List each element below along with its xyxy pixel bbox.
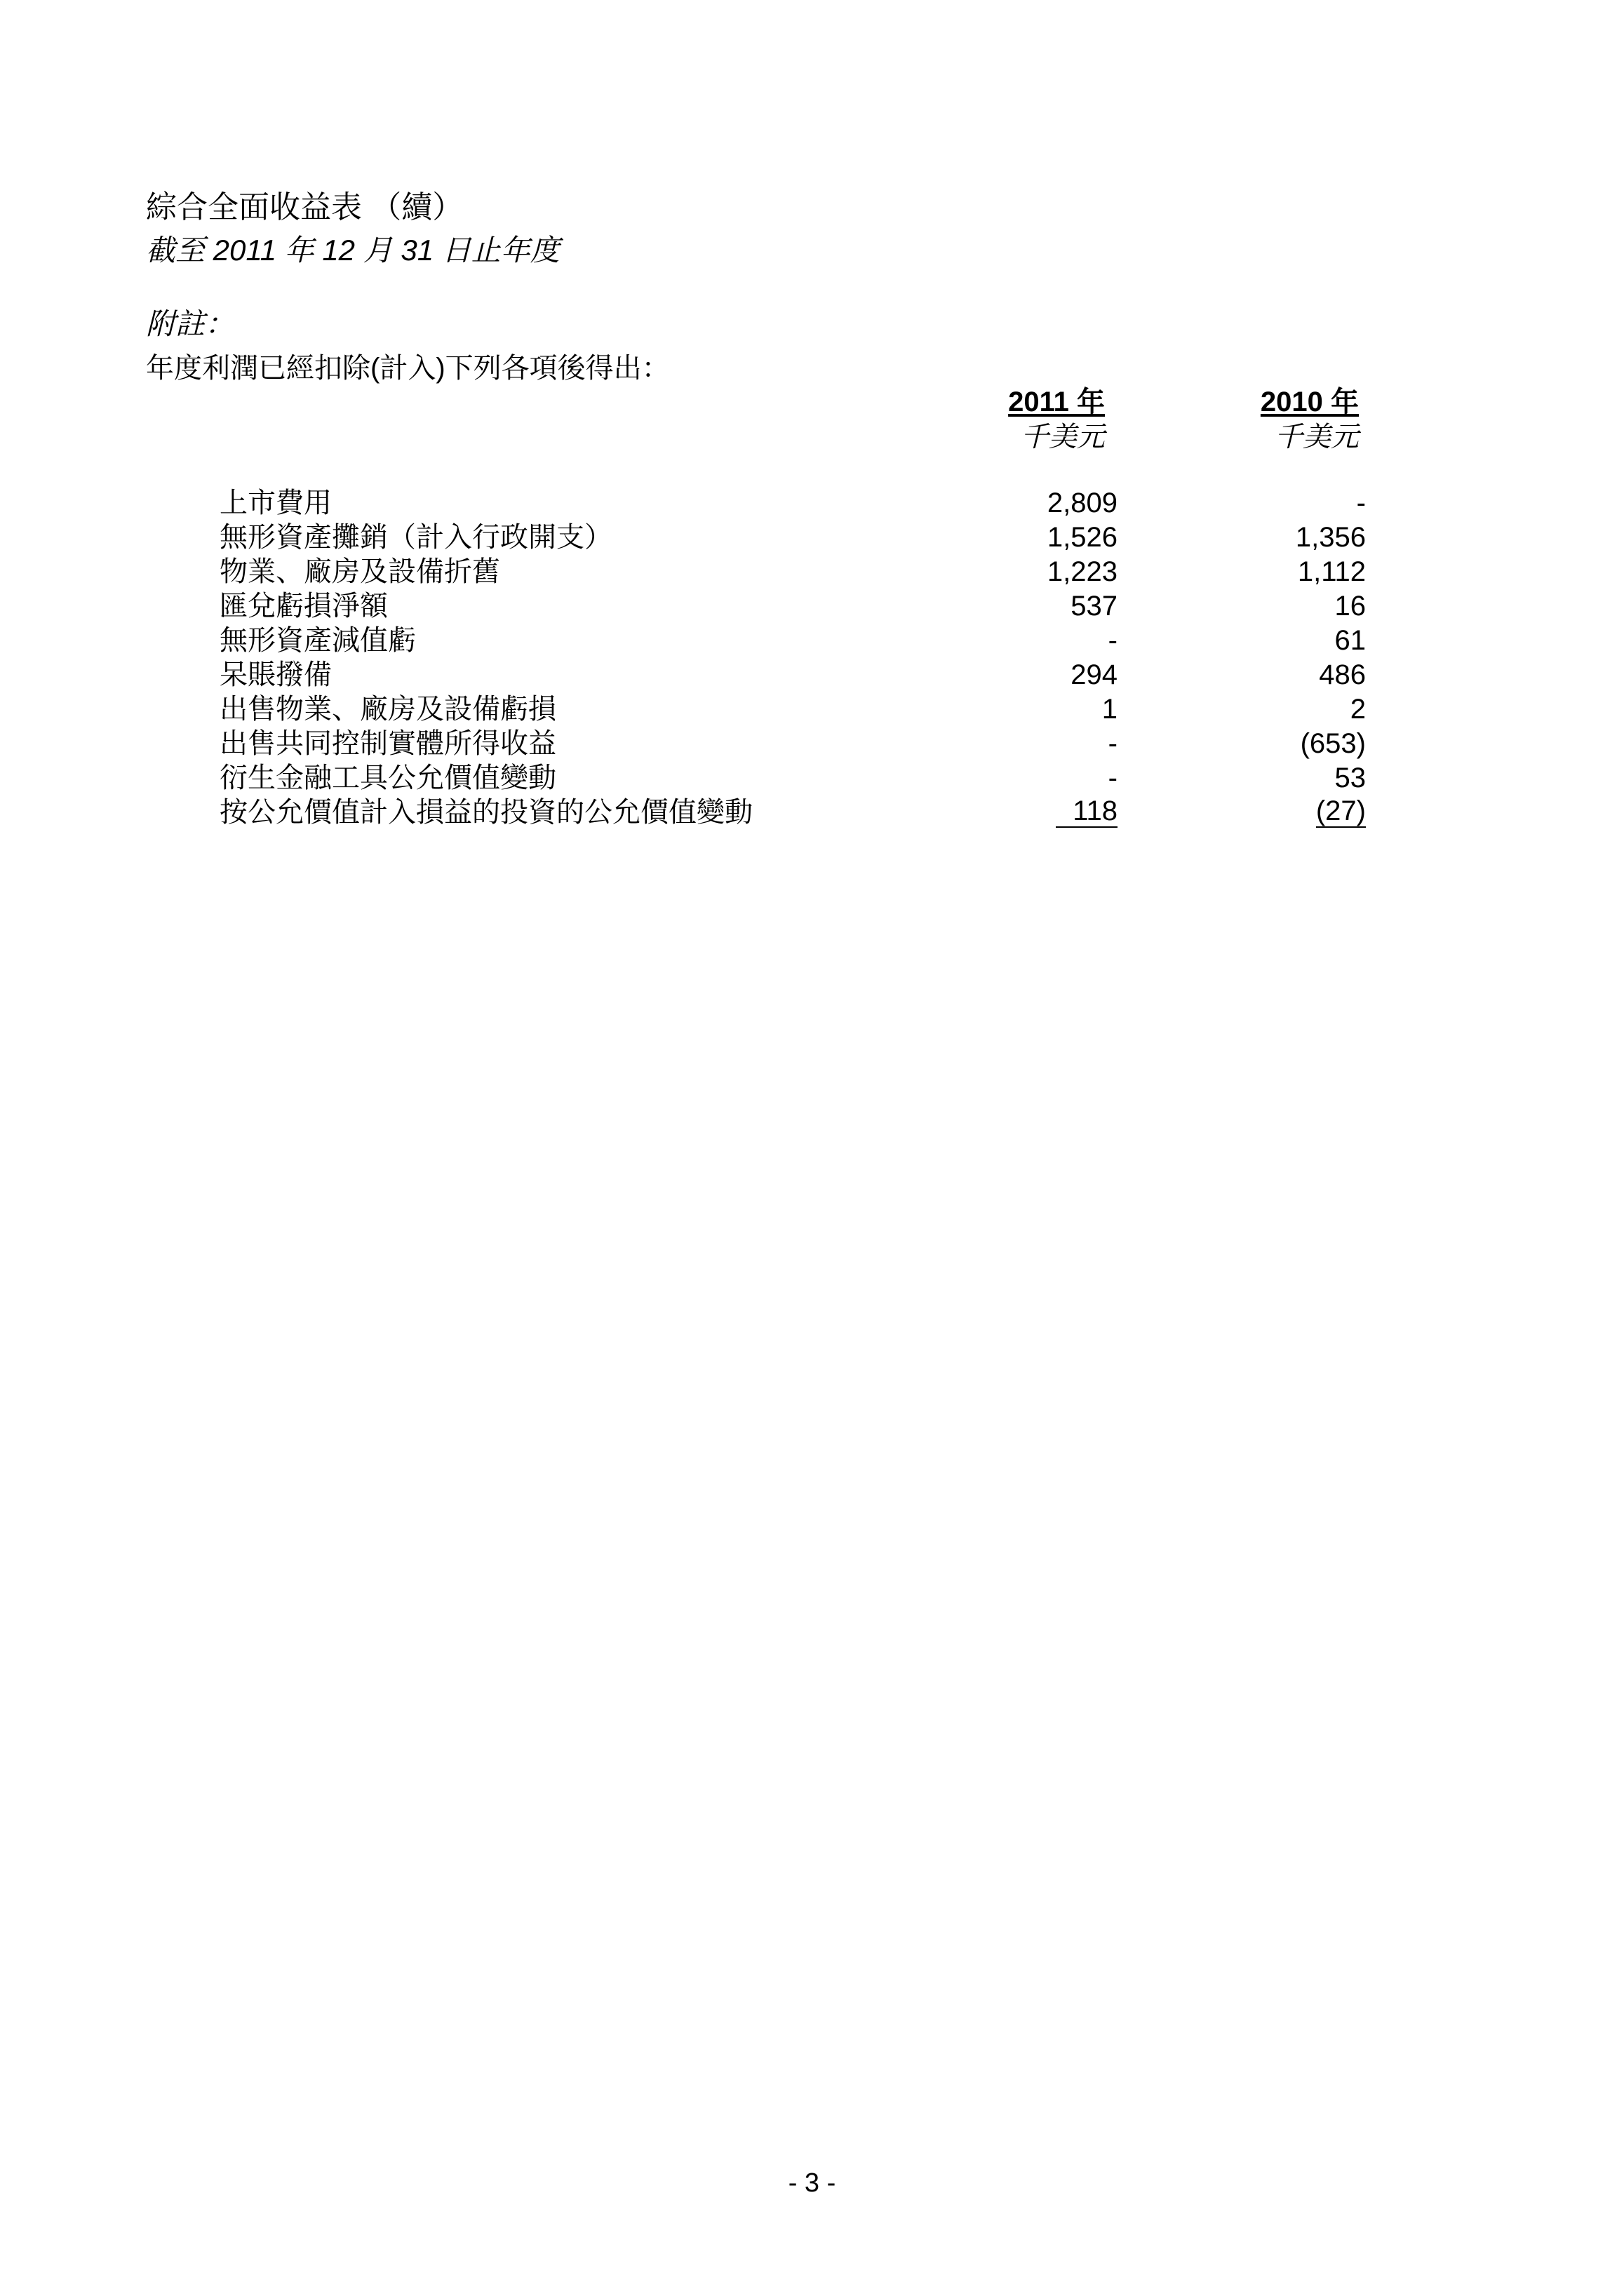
value-2010: 16 — [1334, 591, 1366, 622]
row-label: 按公允價值計入損益的投資的公允價值變動 — [220, 797, 753, 828]
table-row — [0, 486, 1624, 521]
notes-table — [0, 486, 1624, 830]
row-label: 無形資產攤銷（計入行政開支） — [220, 522, 612, 553]
row-label: 出售共同控制實體所得收益 — [220, 728, 556, 759]
table-row — [0, 624, 1624, 658]
row-label: 衍生金融工具公允價值變動 — [220, 763, 556, 793]
row-label: 出售物業、廠房及設備虧損 — [220, 694, 556, 725]
value-2011: 2,809 — [1047, 488, 1118, 518]
value-2010: (27) — [1315, 795, 1366, 826]
value-2011: - — [1108, 625, 1118, 656]
row-label: 上市費用 — [220, 488, 332, 518]
table-row — [0, 555, 1624, 589]
period-subtitle: 截至 2011 年 12 月 31 日止年度 — [146, 234, 560, 267]
row-label: 無形資產減值虧 — [220, 625, 416, 656]
value-2010: 1,356 — [1295, 522, 1366, 553]
value-2010: 61 — [1334, 625, 1366, 656]
notes-label: 附註： — [146, 307, 235, 340]
page-number: - 3 - — [788, 2168, 836, 2198]
table-row — [0, 795, 1624, 830]
page-title: 綜合全面收益表 （續） — [146, 190, 464, 224]
column-year: 2010 年 — [1260, 387, 1359, 417]
column-year: 2011 年 — [1008, 387, 1105, 417]
notes-intro: 年度利潤已經扣除(計入)下列各項後得出： — [146, 353, 670, 384]
table-row — [0, 521, 1624, 555]
value-2011: 1,223 — [1047, 556, 1118, 587]
value-2011: 537 — [1071, 591, 1118, 622]
table-row — [0, 589, 1624, 624]
value-2011: 294 — [1071, 659, 1118, 690]
value-2010: 1,112 — [1297, 556, 1366, 587]
value-2011: - — [1108, 763, 1118, 793]
value-2010: (653) — [1300, 728, 1366, 759]
table-row — [0, 692, 1624, 727]
column-unit: 千美元 — [1275, 422, 1359, 452]
row-label: 物業、廠房及設備折舊 — [220, 556, 500, 587]
column-header-2011 — [1008, 384, 1105, 455]
column-unit: 千美元 — [1021, 422, 1105, 452]
value-2011: 118 — [1056, 795, 1118, 828]
table-row — [0, 727, 1624, 761]
value-2010: - — [1356, 488, 1366, 518]
value-2011: - — [1108, 728, 1118, 759]
column-header-2010 — [1261, 384, 1359, 455]
value-2011: 1,526 — [1047, 522, 1118, 553]
value-2010: 2 — [1350, 694, 1366, 725]
table-row — [0, 658, 1624, 692]
table-row — [0, 761, 1624, 795]
value-2010: 486 — [1319, 659, 1366, 690]
value-2010: 53 — [1334, 763, 1366, 793]
row-label: 呆賬撥備 — [220, 659, 332, 690]
value-2011: 1 — [1101, 694, 1118, 725]
row-label: 匯兌虧損淨額 — [220, 591, 388, 622]
